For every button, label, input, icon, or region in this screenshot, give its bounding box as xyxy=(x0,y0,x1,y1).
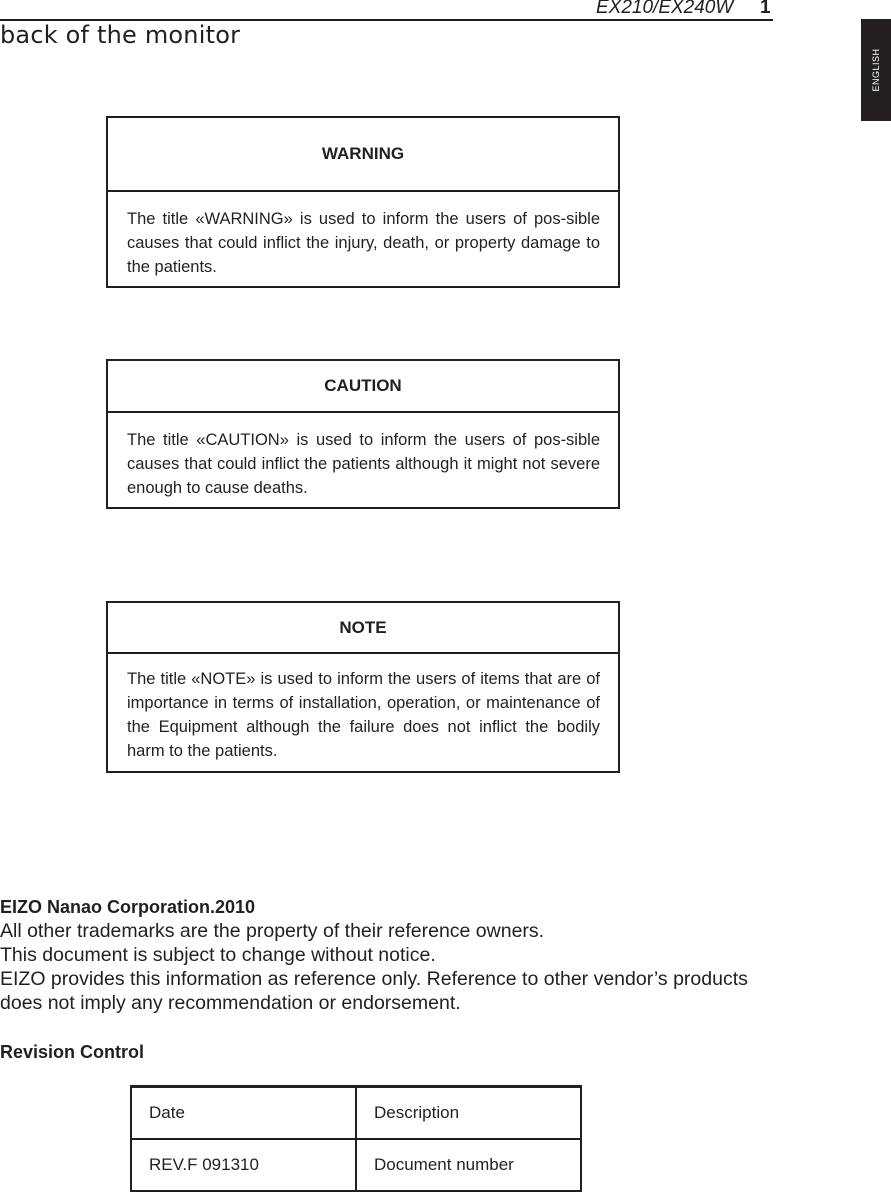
language-tab xyxy=(861,19,891,121)
trademark-line: All other trademarks are the property of their reference owners. xyxy=(0,920,545,942)
warning-text: The title «WARNING» is used to inform the users of pos-sible causes that could inflict the injury, death, or property damage to the patients. xyxy=(127,210,600,276)
caution-box xyxy=(106,359,620,509)
language-tab-label: ENGLISH xyxy=(871,48,881,92)
column-header-description: Description xyxy=(356,1087,581,1140)
note-title: NOTE xyxy=(108,603,618,654)
table-header-row xyxy=(131,1087,581,1140)
page-number: 1 xyxy=(760,0,771,18)
reference-line: EIZO provides this information as reference only. Reference to other vendor’s products does not imply any recommendation or endorsement. xyxy=(0,968,748,1014)
notice-line: This document is subject to change without notice. xyxy=(0,944,436,966)
caution-text: The title «CAUTION» is used to inform the users of pos-sible causes that could inflict the patients although it might not severe enough to cause deaths. xyxy=(127,431,600,497)
table-row xyxy=(131,1139,581,1191)
column-header-date: Date xyxy=(131,1087,356,1140)
revision-heading: Revision Control xyxy=(0,1042,145,1062)
warning-box xyxy=(106,116,620,288)
revision-description-cell: Document number xyxy=(356,1139,581,1191)
caution-title: CAUTION xyxy=(108,361,618,413)
note-box xyxy=(106,601,620,773)
revision-date-cell: REV.F 091310 xyxy=(131,1139,356,1191)
model-name: EX210/EX240W xyxy=(596,0,734,18)
revision-table xyxy=(130,1085,582,1192)
copyright-block xyxy=(0,895,780,1015)
warning-title: WARNING xyxy=(108,118,618,192)
page-subtitle: back of the monitor xyxy=(0,21,241,49)
note-text: The title «NOTE» is used to inform the users of items that are of importance in terms of installation, operation, or maintenance of the Equipment although the failure does not inflict the bodily harm to the patients. xyxy=(127,670,600,760)
company-name: EIZO Nanao Corporation.2010 xyxy=(0,897,256,917)
